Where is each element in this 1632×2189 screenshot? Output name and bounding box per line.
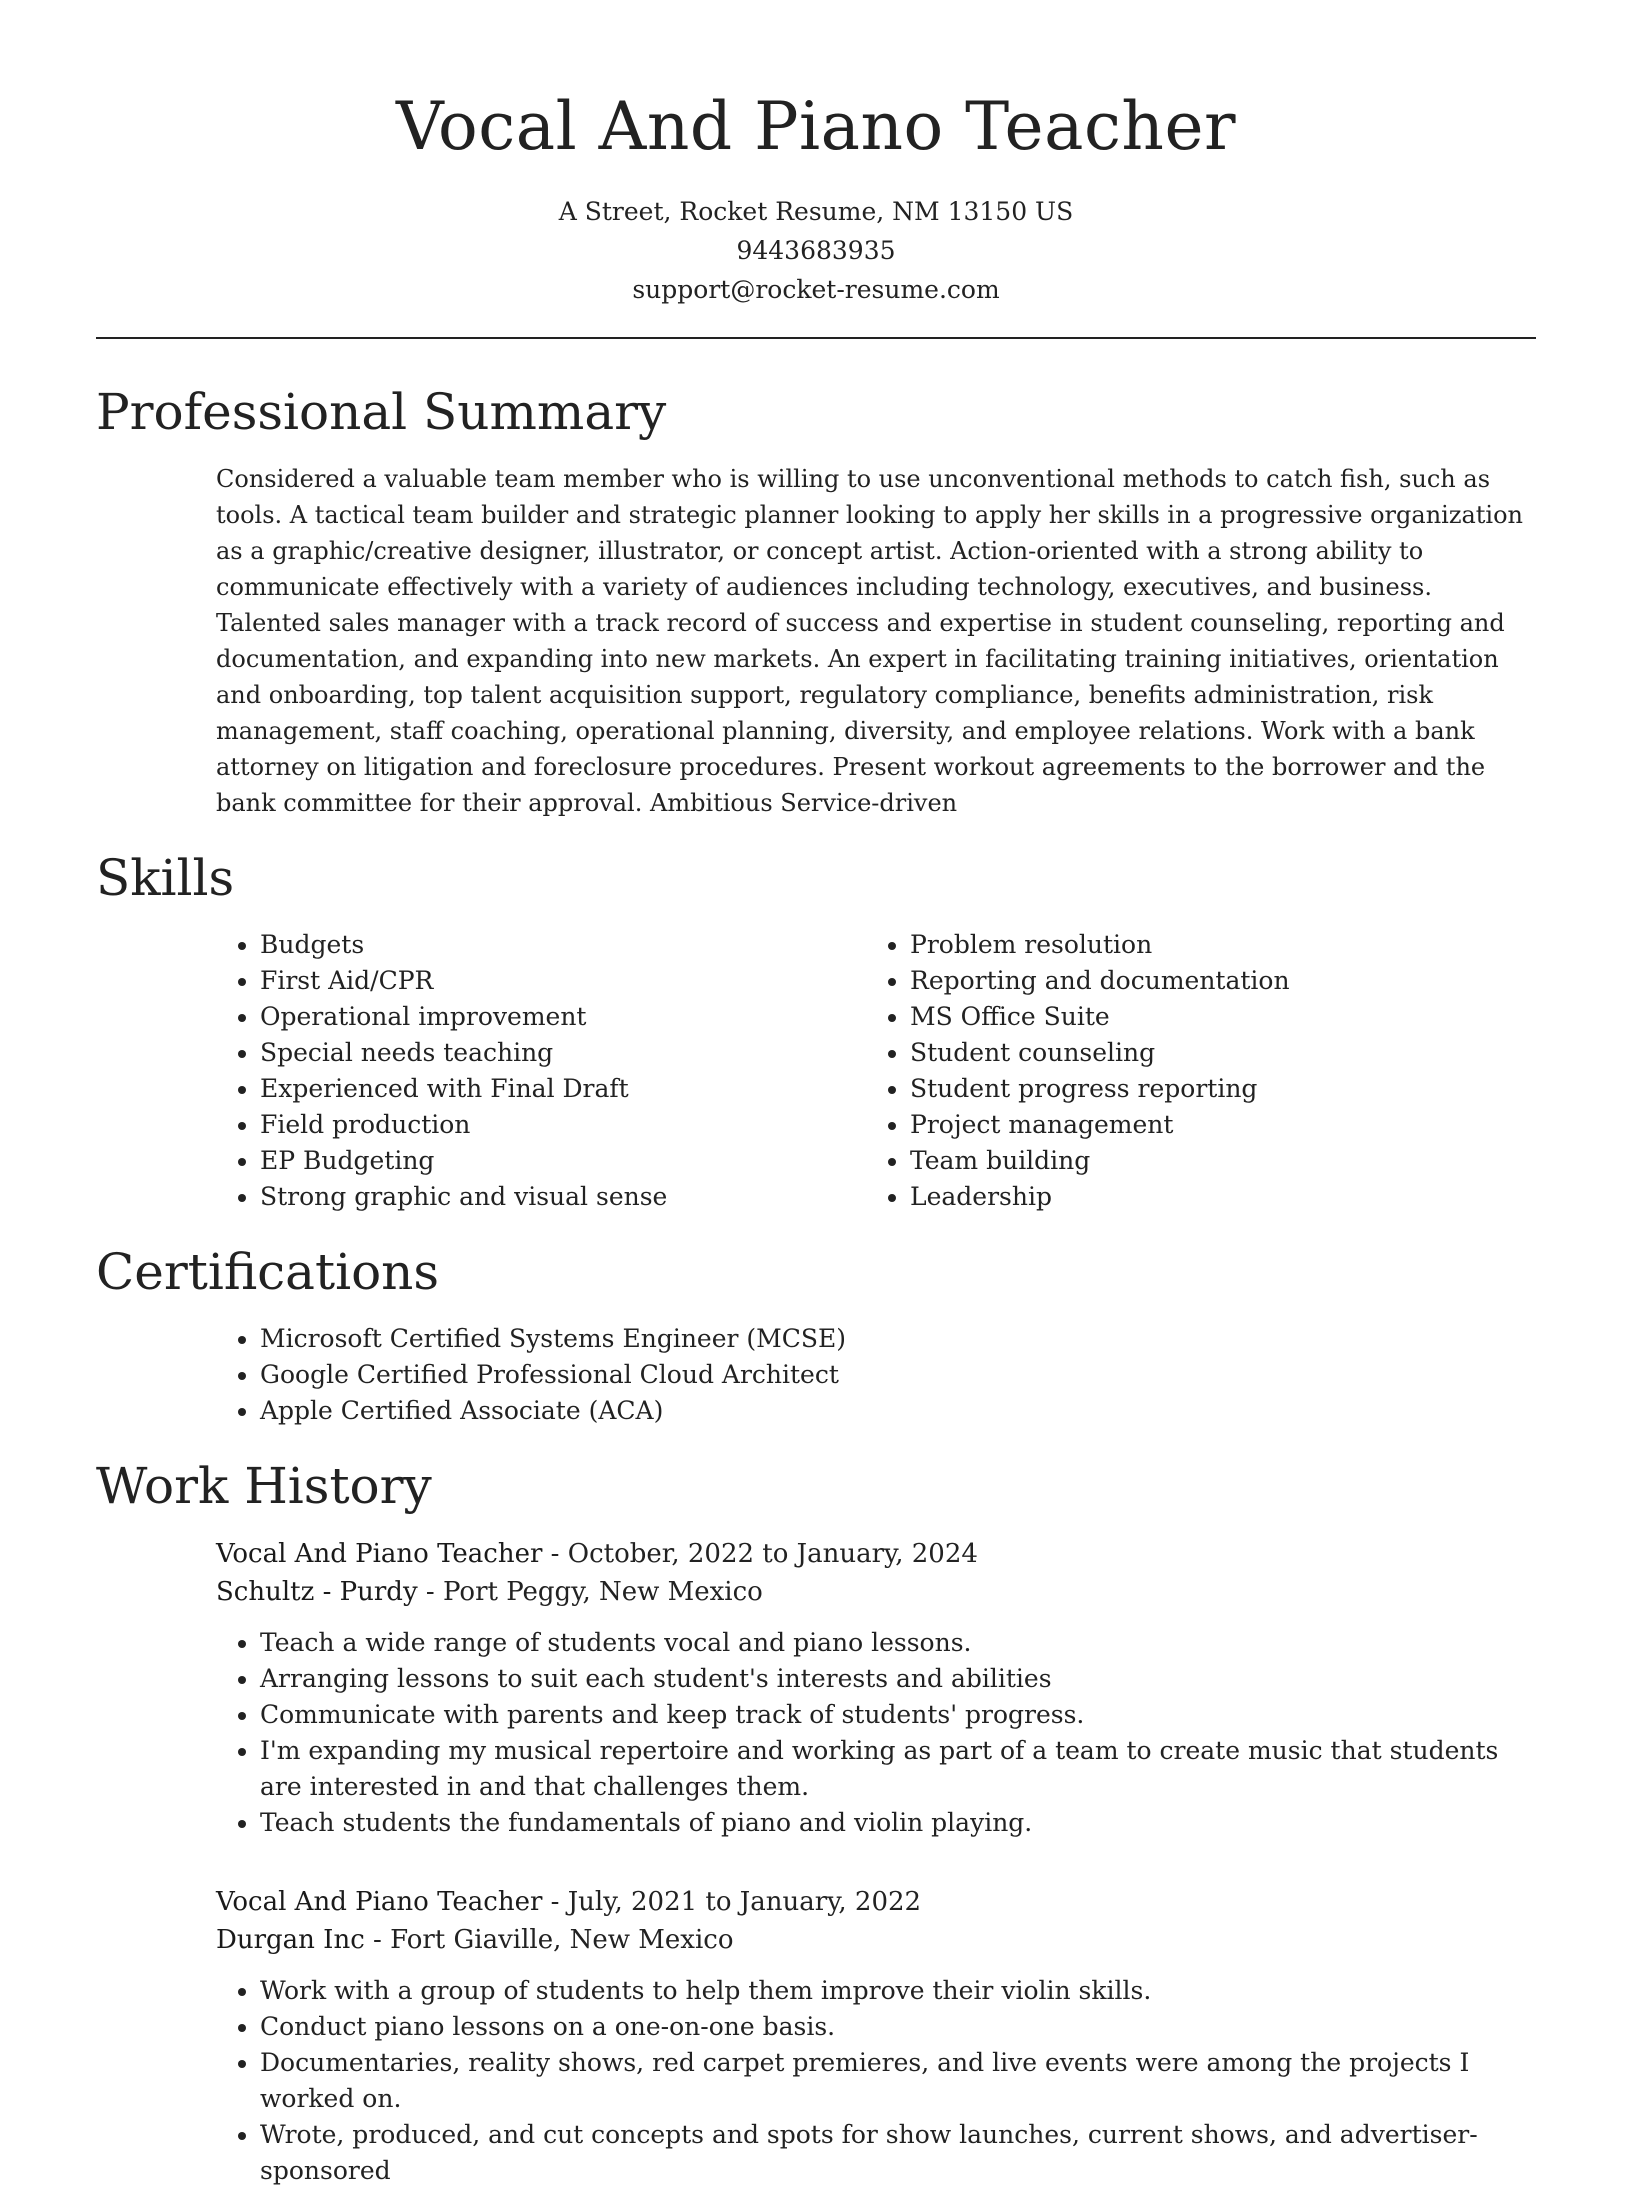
skill-item: • MS Office Suite [910,999,1516,1035]
candidate-name: Vocal And Piano Teacher [395,88,1237,165]
job-title-line [216,1883,1536,1921]
contact-address: A Street, Rocket Resume, NM 13150 US [558,197,1074,226]
duty-item: • Teach a wide range of students vocal and piano lessons. [260,1625,1536,1661]
job-duties-list [216,1973,1536,2189]
skill-item: • Strong graphic and visual sense [260,1179,866,1215]
skill-item: • First Aid/CPR [260,963,866,999]
certifications-list [216,1321,1536,1429]
contact-email: support@rocket-resume.com [632,275,1000,304]
duty-item: • Arranging lessons to suit each student's interests and abilities [260,1661,1536,1697]
skill-item: • Reporting and documentation [910,963,1516,999]
skill-item: • Team building [910,1143,1516,1179]
skill-item: • Problem resolution [910,927,1516,963]
certifications-heading: Certifications [96,1243,440,1301]
duty-item: • Work with a group of students to help them improve their violin skills. [260,1973,1536,2009]
contact-phone: 9443683935 [736,236,896,265]
duty-item: • Documentaries, reality shows, red carpet premieres, and live events were among the projects I worked on. [260,2045,1536,2117]
skills-column-left [216,927,866,1215]
skills-heading: Skills [96,849,235,907]
skill-item: • Special needs teaching [260,1035,866,1071]
job-company: Schultz - Purdy [216,1577,418,1607]
work-history-heading: Work History [96,1457,432,1515]
separator: - [364,1925,391,1955]
job-entry [216,1883,1536,2189]
skill-item: • Experienced with Final Draft [260,1071,866,1107]
skills-list [216,927,1536,1215]
separator: - [542,1887,568,1917]
job-dates: October, 2022 to January, 2024 [567,1539,978,1569]
separator: - [417,1577,443,1607]
skill-item: • Project management [910,1107,1516,1143]
duty-item: • Communicate with parents and keep track of students' progress. [260,1697,1536,1733]
skill-item: • Student progress reporting [910,1071,1516,1107]
job-location: Fort Giaville, New Mexico [390,1925,734,1955]
certification-item: • Microsoft Certified Systems Engineer (MCSE) [260,1321,1536,1357]
job-title-line [216,1535,1536,1573]
separator: - [542,1539,568,1569]
skill-item: • Budgets [260,927,866,963]
skill-item: • Student counseling [910,1035,1516,1071]
resume-page [96,0,1536,2189]
job-company-line [216,1573,1536,1611]
job-company-line [216,1921,1536,1959]
skill-item: • EP Budgeting [260,1143,866,1179]
duty-item: • I'm expanding my musical repertoire and working as part of a team to create music that students are interested in and that challenges them. [260,1733,1536,1805]
job-role: Vocal And Piano Teacher [216,1887,543,1917]
job-dates: July, 2021 to January, 2022 [567,1887,922,1917]
duty-item: • Conduct piano lessons on a one-on-one basis. [260,2009,1536,2045]
job-role: Vocal And Piano Teacher [216,1539,543,1569]
contact-block [96,192,1536,309]
skill-item: • Field production [260,1107,866,1143]
job-location: Port Peggy, New Mexico [442,1577,763,1607]
summary-heading: Professional Summary [96,383,667,441]
job-company: Durgan Inc [216,1925,365,1955]
certification-item: • Apple Certified Associate (ACA) [260,1393,1536,1429]
skill-item: • Operational improvement [260,999,866,1035]
duty-item: • Wrote, produced, and cut concepts and spots for show launches, current shows, and advertiser-sponsored [260,2117,1536,2189]
job-duties-list [216,1625,1536,1841]
resume-header [96,0,1536,309]
duty-item: • Teach students the fundamentals of piano and violin playing. [260,1805,1536,1841]
header-divider [96,337,1536,339]
summary-text: Considered a valuable team member who is willing to use unconventional methods to catch fish, such as tools. A tactical team builder and strategic planner looking to apply her skills in a progressive organization as a graphic/creative designer, illustrator, or concept artist. Action-oriented with a strong ability to communicate effectively with a variety of audiences including technology, executives, and business. Talented sales manager with a track record of success and expertise in student counseling, reporting and documentation, and expanding into new markets. An expert in facilitating training initiatives, orientation and onboarding, top talent acquisition support, regulatory compliance, benefits administration, risk management, staff coaching, operational planning, diversity, and employee relations. Work with a bank attorney on litigation and foreclosure procedures. Present workout agreements to the borrower and the bank committee for their approval. Ambitious Service-driven [216,465,1524,817]
skill-item: • Leadership [910,1179,1516,1215]
skills-column-right [866,927,1516,1215]
job-entry [216,1535,1536,1841]
certification-item: • Google Certified Professional Cloud Architect [260,1357,1536,1393]
